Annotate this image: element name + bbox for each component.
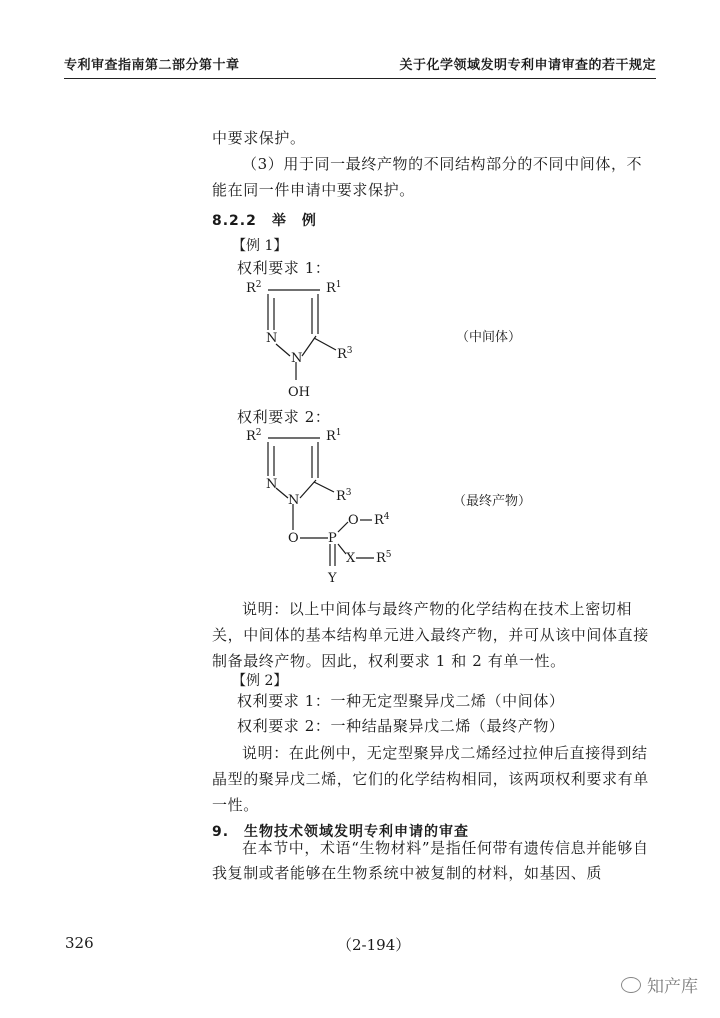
paragraph-item-3: （3）用于同一最终产物的不同结构部分的不同中间体，不能在同一件申请中要求保护。	[212, 155, 643, 199]
header-section-title: 关于化学领域发明专利申请审查的若干规定	[399, 58, 656, 73]
example-2-claim-2: 权利要求 2：一种结晶聚异戊二烯（最终产物）	[237, 717, 565, 735]
intermediate-structure	[238, 276, 378, 404]
claim-2-label: 权利要求 2：	[237, 408, 331, 426]
header-rule	[64, 78, 656, 79]
wechat-icon	[621, 977, 641, 993]
r2-label: $R^2$	[246, 280, 262, 296]
page-code: （2-194）	[337, 936, 411, 954]
page-number: 326	[65, 934, 94, 952]
watermark-text: 知产库	[647, 977, 698, 997]
n2-label: N	[288, 493, 300, 508]
explanation-2: 说明：在此例中，无定型聚异戊二烯经过拉伸后直接得到结晶型的聚异戊二烯，它们的化学结构相同，该两项权利要求有单一性。	[212, 744, 649, 814]
x-label: X	[346, 551, 356, 566]
final-structure-bonds	[268, 438, 374, 566]
watermark	[621, 972, 698, 997]
r4-label: $R^4$	[374, 512, 390, 528]
page-header	[64, 54, 656, 76]
r2-label: $R^2$	[246, 428, 262, 444]
oh-label: OH	[288, 385, 310, 400]
o2-label: O	[348, 513, 359, 528]
o1-label: O	[288, 531, 299, 546]
claim-1-label: 权利要求 1：	[237, 259, 331, 277]
header-chapter: 专利审查指南第二部分第十章	[64, 58, 240, 73]
n1-label: N	[266, 477, 278, 492]
section-heading-9: 9. 生物技术领域发明专利申请的审查	[212, 824, 470, 840]
n1-label: N	[266, 331, 278, 346]
explanation-1: 说明：以上中间体与最终产物的化学结构在技术上密切相关，中间体的基本结构单元进入最终产物，并可从该中间体直接制备最终产物。因此，权利要求 1 和 2 有单一性。	[212, 600, 649, 670]
phosphorus-label: P	[328, 531, 337, 546]
n2-label: N	[291, 351, 303, 366]
r3-label: $R^3$	[337, 346, 353, 362]
final-product-note: （最终产物）	[453, 494, 532, 509]
pyrazole-ring-bonds	[268, 290, 336, 380]
intermediate-note: （中间体）	[456, 330, 522, 345]
example-1-label: 【例 1】	[232, 238, 288, 254]
r1-label: $R^1$	[326, 428, 342, 444]
y-label: Y	[328, 571, 337, 586]
paragraph-biological-material: 在本节中，术语“生物材料”是指任何带有遗传信息并能够自我复制或者能够在生物系统中被复制的材料，如基因、质	[212, 839, 649, 882]
final-product-structure	[238, 426, 408, 586]
section-heading-8-2-2: 8.2.2 举 例	[212, 213, 317, 229]
example-2-claim-1: 权利要求 1：一种无定型聚异戊二烯（中间体）	[237, 692, 565, 710]
example-2-label: 【例 2】	[232, 673, 288, 689]
r1-label: $R^1$	[326, 280, 342, 296]
r5-label: $R^5$	[376, 550, 392, 566]
paragraph-continuation: 中要求保护。	[212, 129, 306, 147]
r3-label: $R^3$	[336, 488, 352, 504]
